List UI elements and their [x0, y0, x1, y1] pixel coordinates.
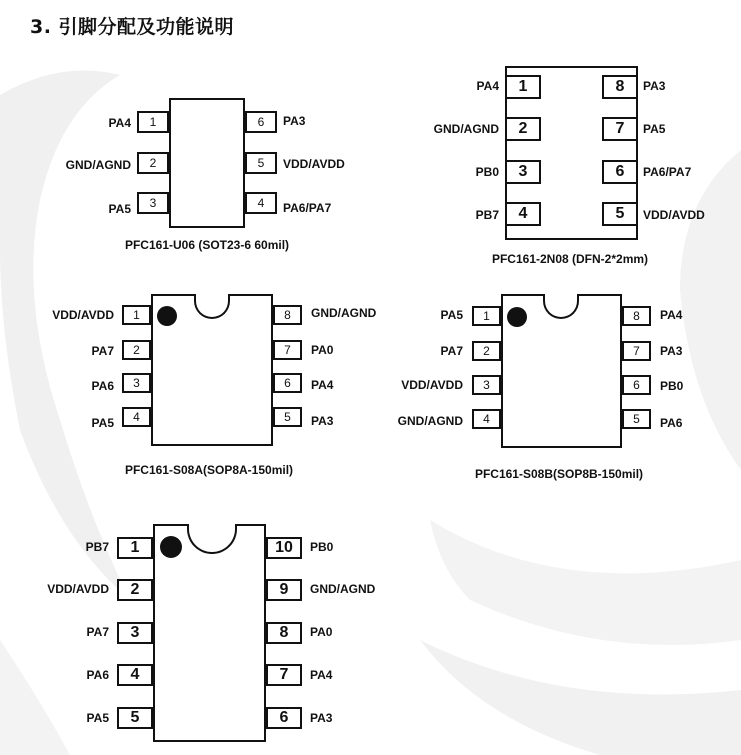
- pin-box: [266, 707, 302, 729]
- pin-number: 2: [149, 156, 157, 170]
- pin-label: PA0: [310, 625, 333, 639]
- pin-number: 2: [518, 120, 528, 137]
- chip-body: [169, 98, 245, 228]
- pin-label: PB0: [660, 379, 684, 393]
- pin-number: 6: [615, 163, 625, 180]
- pin-label: PA6: [86, 668, 109, 682]
- pin-label: PA5: [440, 308, 463, 322]
- pin-box: [117, 622, 153, 644]
- pin-number: 5: [633, 412, 640, 426]
- pin-box: [622, 409, 651, 429]
- pin-box: [622, 375, 651, 395]
- pin-number: 3: [149, 196, 157, 210]
- pin-label: GND/AGND: [397, 414, 463, 428]
- pin-number: 3: [133, 376, 140, 390]
- pin-label: PA4: [660, 308, 683, 322]
- pin-label: PA3: [311, 414, 334, 428]
- pin-box: [117, 537, 153, 559]
- pin-number: 5: [615, 205, 625, 222]
- pin-label: PA6/PA7: [283, 201, 332, 215]
- pin-box: [266, 664, 302, 686]
- pin-number: 7: [279, 666, 289, 683]
- pin-number: 4: [483, 412, 490, 426]
- pin-number: 9: [279, 581, 289, 598]
- pin-label: PA5: [108, 202, 131, 216]
- pin-box: [622, 341, 651, 361]
- pin-label: VDD/AVDD: [283, 157, 345, 171]
- pin1-indicator-icon: [160, 536, 182, 558]
- pin-box: [137, 192, 169, 214]
- pin-box: [122, 305, 151, 325]
- package-caption: PFC161-U06 (SOT23-6 60mil): [124, 238, 290, 252]
- pin-label: PA5: [643, 122, 666, 136]
- pin1-indicator-icon: [157, 306, 177, 326]
- pin-number: 8: [633, 309, 640, 323]
- pin-number: 3: [483, 378, 490, 392]
- pin-box: [273, 340, 302, 360]
- pin-box: [245, 152, 277, 174]
- pin-number: 1: [130, 539, 140, 556]
- pin-label: VDD/AVDD: [401, 378, 463, 392]
- pin-number: 4: [257, 196, 265, 210]
- pin-label: GND/AGND: [433, 122, 499, 136]
- pin-box: [245, 111, 277, 133]
- pin-label: VDD/AVDD: [52, 308, 114, 322]
- pin-box: [266, 537, 302, 559]
- pin-number: 6: [284, 376, 291, 390]
- pin-number: 6: [633, 378, 640, 392]
- pin-number: 8: [284, 308, 291, 322]
- pin-label: PA6: [91, 379, 114, 393]
- pin-label: PA5: [86, 711, 109, 725]
- pin-label: PA6: [660, 416, 683, 430]
- pin-label: PA3: [643, 79, 666, 93]
- pin-number: 1: [483, 309, 490, 323]
- pin-box: [602, 202, 638, 226]
- pin-number: 1: [133, 308, 140, 322]
- package-caption: PFC161-S08B(SOP8B-150mil): [474, 467, 644, 481]
- pin-label: PA3: [310, 711, 333, 725]
- pin-box: [602, 117, 638, 141]
- pin-label: PA7: [91, 344, 114, 358]
- pin-box: [273, 373, 302, 393]
- pin-number: 4: [518, 205, 528, 222]
- pin-box: [137, 152, 169, 174]
- pin-number: 7: [284, 343, 291, 357]
- pin-number: 6: [257, 115, 265, 129]
- pin-number: 1: [149, 115, 157, 129]
- pin-label: GND/AGND: [310, 582, 376, 596]
- pin-label: PB0: [310, 540, 334, 554]
- pin-box: [122, 373, 151, 393]
- pin-number: 2: [483, 344, 490, 358]
- pin-label: PA4: [311, 378, 334, 392]
- pin-label: GND/AGND: [65, 158, 131, 172]
- pin-box: [273, 305, 302, 325]
- pin-box: [472, 409, 501, 429]
- pin-number: 5: [130, 709, 140, 726]
- pin-label: VDD/AVDD: [47, 582, 109, 596]
- pin-box: [602, 160, 638, 184]
- pin-label: PA4: [476, 79, 499, 93]
- package-caption: PFC161-S08A(SOP8A-150mil): [124, 463, 294, 477]
- pin-box: [273, 407, 302, 427]
- pin-label: PA3: [660, 344, 683, 358]
- pin-number: 6: [279, 709, 289, 726]
- pin-box: [245, 192, 277, 214]
- pin-box: [602, 75, 638, 99]
- pin-number: 1: [518, 78, 528, 95]
- pin-label: PB0: [475, 165, 499, 179]
- pin-label: PA7: [86, 625, 109, 639]
- pin-label: PA5: [91, 416, 114, 430]
- pin-number: 8: [615, 78, 625, 95]
- pin-number: 8: [279, 624, 289, 641]
- pin-number: 4: [130, 666, 140, 683]
- pin-box: [505, 117, 541, 141]
- pin-label: GND/AGND: [311, 306, 377, 320]
- pin-label: PA6/PA7: [643, 165, 692, 179]
- pin-number: 10: [275, 539, 293, 556]
- pin-box: [472, 341, 501, 361]
- pin-box: [122, 407, 151, 427]
- pin-box: [622, 306, 651, 326]
- pin-box: [117, 664, 153, 686]
- pin1-indicator-icon: [507, 307, 527, 327]
- pin-label: PA7: [440, 344, 463, 358]
- pin-number: 3: [518, 163, 528, 180]
- pin-box: [266, 622, 302, 644]
- pin-number: 2: [130, 581, 140, 598]
- pin-label: PA0: [311, 343, 334, 357]
- pin-number: 4: [133, 410, 140, 424]
- package-caption: PFC161-2N08 (DFN-2*2mm): [491, 252, 649, 266]
- pin-box: [117, 707, 153, 729]
- section-heading: 3. 引脚分配及功能说明: [30, 16, 235, 38]
- pin-box: [117, 579, 153, 601]
- pin-number: 7: [615, 120, 625, 137]
- pin-number: 7: [633, 344, 640, 358]
- pin-label: PA4: [108, 116, 131, 130]
- pin-box: [266, 579, 302, 601]
- pin-box: [505, 75, 541, 99]
- pin-label: PB7: [85, 540, 109, 554]
- pin-number: 3: [130, 624, 140, 641]
- pin-label: PB7: [475, 208, 499, 222]
- pin-box: [122, 340, 151, 360]
- pin-box: [137, 111, 169, 133]
- pin-label: PA4: [310, 668, 333, 682]
- pin-number: 2: [133, 343, 140, 357]
- pin-box: [505, 202, 541, 226]
- pin-label: PA3: [283, 114, 306, 128]
- pin-number: 5: [284, 410, 291, 424]
- pin-box: [472, 375, 501, 395]
- pin-label: VDD/AVDD: [643, 208, 705, 222]
- pin-number: 5: [257, 156, 265, 170]
- pin-box: [472, 306, 501, 326]
- pin-box: [505, 160, 541, 184]
